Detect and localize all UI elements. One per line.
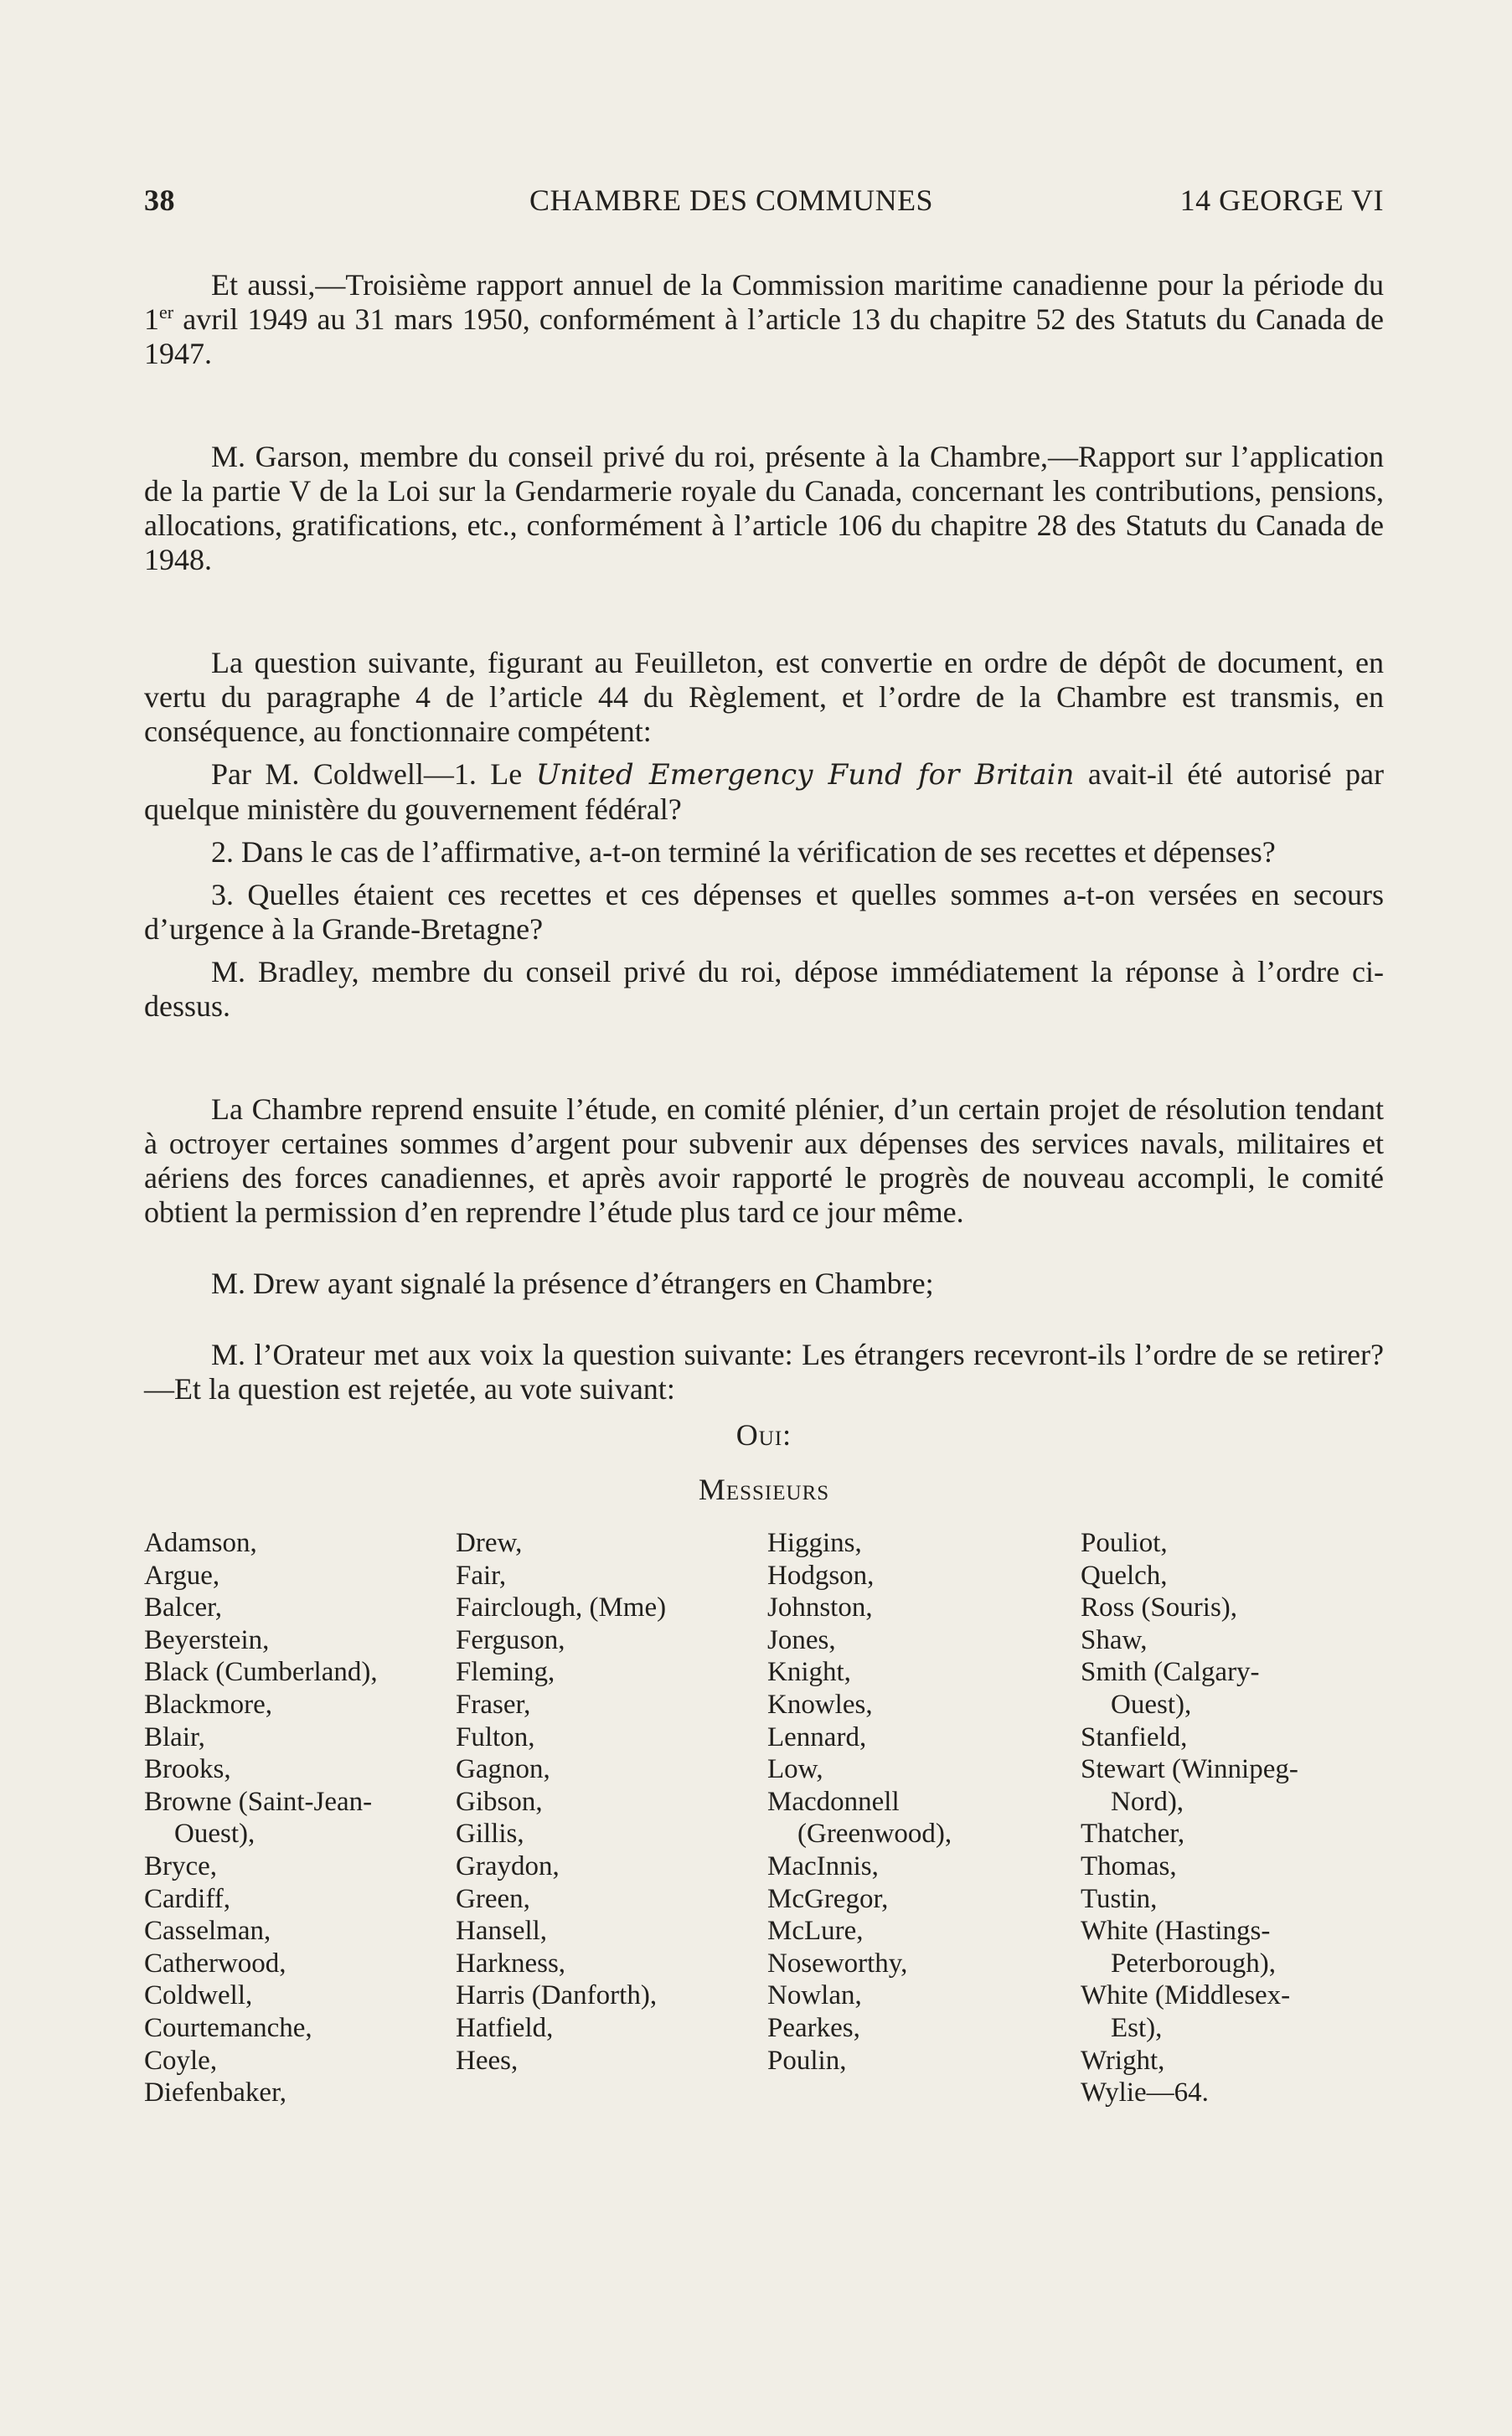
names-column-4 (1081, 1527, 1384, 2109)
member-name: Fleming, (456, 1657, 555, 1688)
member-name: Casselman, (144, 1916, 271, 1947)
names-column-2 (456, 1527, 767, 2109)
member-name: Bryce, (144, 1850, 218, 1881)
names-column-3 (767, 1527, 1081, 2109)
text-run: Et aussi,—Troisième rapport annuel de la Commission maritime canadienne pour la période du 1 (144, 268, 1384, 336)
member-name-continued: (Greenwood), (797, 1819, 952, 1850)
paragraph-question-intro: La question suivante, figurant au Feuilleton, est convertie en ordre de dépôt de document, en vertu du paragraphe 4 de l’article 44 du Règlement, et l’ordre de la Chambre est transmis, en conséquence, au fonctionnaire compétent: (144, 646, 1384, 748)
paragraph-question-2: 2. Dans le cas de l’affirmative, a-t-on terminé la vérification de ses recettes et dépenses? (211, 835, 1276, 869)
member-name-continued: Est), (1111, 2012, 1163, 2043)
member-name: Fulton, (456, 1721, 535, 1752)
member-name: Fair, (456, 1560, 507, 1591)
member-name: Jones, (767, 1624, 836, 1655)
member-name: Gillis, (456, 1819, 524, 1850)
member-name: Drew, (456, 1528, 523, 1558)
member-name: Stanfield, (1081, 1721, 1188, 1752)
member-name: Noseworthy, (767, 1948, 908, 1979)
member-name: Coldwell, (144, 1980, 253, 2011)
member-name: Macdonnell (767, 1786, 900, 1817)
member-name: Hees, (456, 2045, 519, 2076)
page-header (144, 183, 1384, 225)
member-name: Wright, (1081, 2045, 1165, 2076)
member-name-continued: Ouest), (1111, 1689, 1192, 1720)
member-name: Shaw, (1081, 1624, 1148, 1655)
member-name: Pearkes, (767, 2012, 860, 2043)
paragraph-question-1 (144, 757, 1384, 827)
member-name-continued: Ouest), (174, 1819, 255, 1850)
member-name: Gibson, (456, 1786, 543, 1817)
member-name: Adamson, (144, 1528, 257, 1558)
member-name: Wylie—64. (1081, 2077, 1209, 2108)
member-name: McLure, (767, 1916, 864, 1947)
member-name: Pouliot, (1081, 1528, 1168, 1558)
member-name: Courtemanche, (144, 2012, 312, 2043)
text-run: avril 1949 au 31 mars 1950, conformément à l’article 13 du chapitre 52 des Statuts du Canada de 1947. (144, 302, 1384, 370)
member-name: Johnston, (767, 1592, 873, 1623)
member-name: Thomas, (1081, 1850, 1177, 1881)
paragraph-garson-report: M. Garson, membre du conseil privé du roi, présente à la Chambre,—Rapport sur l’application de la partie V de la Loi sur la Gendarmerie royale du Canada, concernant les contributions, pensions, allocations, gratifications, etc., conformément à l’article 106 du chapitre 28 des Statuts du Canada de 1948. (144, 440, 1384, 576)
member-name: Knowles, (767, 1689, 873, 1720)
page-number: 38 (144, 183, 175, 217)
superscript: er (159, 302, 174, 323)
member-name: Ferguson, (456, 1624, 565, 1655)
member-name: Lennard, (767, 1721, 867, 1752)
text-run: avait-il été autorisé par quelque ministère du gouvernement fédéral? (144, 757, 1385, 826)
member-name: MacInnis, (767, 1850, 879, 1881)
member-name: Higgins, (767, 1528, 862, 1558)
running-title: CHAMBRE DES COMMUNES (529, 183, 934, 217)
member-name: Low, (767, 1754, 823, 1785)
page-body (144, 268, 1384, 2109)
member-name: Harkness, (456, 1948, 566, 1979)
member-name: Argue, (144, 1560, 220, 1591)
member-name: Blackmore, (144, 1689, 273, 1720)
text-run: Par M. Coldwell—1. Le (211, 757, 536, 791)
member-name: Blair, (144, 1721, 205, 1752)
member-name: Black (Cumberland), (144, 1657, 378, 1688)
member-name: McGregor, (767, 1883, 889, 1914)
member-name: Green, (456, 1883, 530, 1914)
member-name: Hatfield, (456, 2012, 554, 2043)
member-name: Coyle, (144, 2045, 218, 2076)
member-name: Balcer, (144, 1592, 223, 1623)
member-name: Nowlan, (767, 1980, 862, 2011)
member-name: Browne (Saint-Jean- (144, 1786, 373, 1817)
member-name: Tustin, (1081, 1883, 1158, 1914)
paragraph-question-3: 3. Quelles étaient ces recettes et ces dépenses et quelles sommes a-t-on versées en secours d’urgence à la Grande-Bretagne? (144, 878, 1384, 946)
paragraph-bradley-answer: M. Bradley, membre du conseil privé du roi, dépose immédiatement la réponse à l’ordre ci-dessus. (144, 955, 1384, 1023)
vote-name-list (144, 1527, 1384, 2109)
member-name: Brooks, (144, 1754, 231, 1785)
paragraph-committee: La Chambre reprend ensuite l’étude, en comité plénier, d’un certain projet de résolution tendant à octroyer certaines sommes d’argent pour subvenir aux dépenses des services navals, militaires et aériens des forces canadiennes, et après avoir rapporté le progrès de nouveau accompli, le comité obtient la permission d’en reprendre l’étude plus tard ce jour même. (144, 1092, 1384, 1229)
member-name: Knight, (767, 1657, 851, 1688)
member-name: White (Middlesex- (1081, 1980, 1291, 2011)
member-name: Gagnon, (456, 1754, 550, 1785)
member-name: Catherwood, (144, 1948, 286, 1979)
member-name: Quelch, (1081, 1560, 1168, 1591)
session-label: 14 GEORGE VI (1179, 183, 1384, 217)
member-name: Stewart (Winnipeg- (1081, 1754, 1298, 1785)
member-name: Smith (Calgary- (1081, 1657, 1260, 1688)
member-name-continued: Nord), (1111, 1786, 1184, 1817)
member-name-continued: Peterborough), (1111, 1948, 1277, 1979)
member-name: Fairclough, (Mme) (456, 1592, 667, 1623)
member-name: Beyerstein, (144, 1624, 270, 1655)
member-name: Thatcher, (1081, 1819, 1185, 1850)
member-name: Poulin, (767, 2045, 847, 2076)
paragraph-maritime-commission (144, 268, 1384, 371)
vote-subheading: Messieurs (698, 1473, 830, 1506)
member-name: Diefenbaker, (144, 2077, 286, 2108)
member-name: Ross (Souris), (1081, 1592, 1238, 1623)
member-name: Graydon, (456, 1850, 560, 1881)
member-name: Fraser, (456, 1689, 531, 1720)
vote-heading: Oui: (735, 1418, 792, 1452)
paragraph-drew-strangers: M. Drew ayant signalé la présence d’étrangers en Chambre; (211, 1267, 934, 1300)
member-name: Hodgson, (767, 1560, 875, 1591)
member-name: Cardiff, (144, 1883, 230, 1914)
names-column-1 (144, 1527, 456, 2109)
paragraph-speaker-question: M. l’Orateur met aux voix la question suivante: Les étrangers recevront-ils l’ordre de se retirer?—Et la question est rejetée, au vote suivant: (144, 1338, 1384, 1406)
member-name: Harris (Danforth), (456, 1980, 658, 2011)
fund-name: United Emergency Fund for Britain (535, 758, 1075, 792)
member-name: White (Hastings- (1081, 1916, 1271, 1947)
member-name: Hansell, (456, 1916, 548, 1947)
